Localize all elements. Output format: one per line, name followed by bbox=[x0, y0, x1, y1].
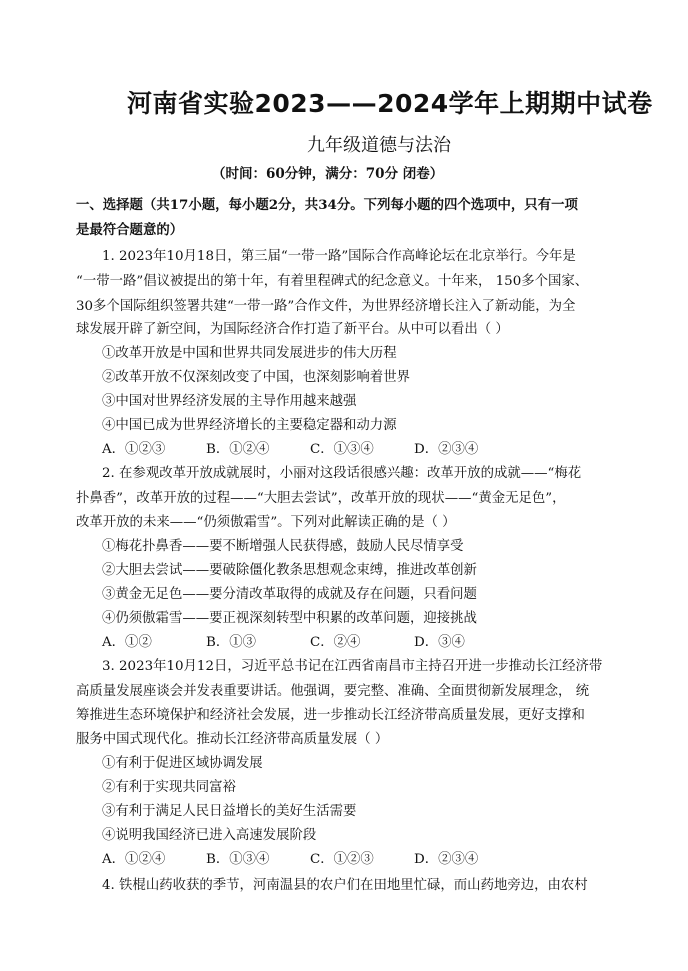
q2-option-d: D．③④ bbox=[414, 635, 465, 650]
q3-item-1: ①有利于促进区域协调发展 bbox=[102, 756, 263, 771]
q2-option-c: C．②④ bbox=[310, 635, 361, 650]
q4-stem-line-1: 4. 铁棍山药收获的季节，河南温县的农户们在田地里忙碌，而山药地旁边，由农村 bbox=[102, 878, 588, 893]
exam-meta: （时间：60分钟，满分：70分 闭卷） bbox=[212, 166, 444, 182]
q3-options bbox=[102, 848, 478, 867]
q1-stem-line-4: 球发展开辟了新空间，为国际经济合作打造了新平台。从中可以看出（ ） bbox=[76, 322, 509, 337]
q2-stem-line-1: 2. 在参观改革开放成就展时，小丽对这段话很感兴趣：改革开放的成就——“梅花 bbox=[102, 466, 582, 481]
q1-item-2: ②改革开放不仅深刻改变了中国，也深刻影响着世界 bbox=[102, 370, 410, 385]
q2-stem-line-3: 改革开放的未来——“仍须傲霜雪”。下列对此解读正确的是（ ） bbox=[76, 515, 456, 530]
section-heading-line-1: 一、选择题（共17小题，每小题2分，共34分。下列每小题的四个选项中，只有一项 bbox=[76, 197, 578, 213]
q3-stem-line-1: 3. 2023年10月12日，习近平总书记在江西省南昌市主持召开进一步推动长江经济带 bbox=[102, 659, 603, 674]
q3-option-d: D．②③④ bbox=[414, 852, 479, 867]
section-heading-line-2: 是最符合题意的） bbox=[76, 222, 184, 238]
q1-option-c: C．①③④ bbox=[310, 442, 374, 457]
q3-stem-line-2: 高质量发展座谈会并发表重要讲话。他强调，要完整、准确、全面贯彻新发展理念， 统 bbox=[76, 684, 590, 699]
q2-option-b: B．①③ bbox=[206, 635, 257, 650]
exam-title: 河南省实验2023——2024学年上期期中试卷 bbox=[127, 89, 653, 118]
q1-option-d: D．②③④ bbox=[414, 442, 479, 457]
q2-item-2: ②大胆去尝试——要破除僵化教条思想观念束缚，推进改革创新 bbox=[102, 563, 477, 578]
q1-item-1: ①改革开放是中国和世界共同发展进步的伟大历程 bbox=[102, 346, 397, 361]
q1-stem-line-2: “一带一路”倡议被提出的第十年，有着里程碑式的纪念意义。十年来， 150多个国家、 bbox=[76, 274, 589, 289]
q2-item-3: ③黄金无足色——要分清改革取得的成就及存在问题，只看问题 bbox=[102, 587, 477, 602]
q3-option-a: A．①②④ bbox=[102, 852, 166, 867]
q1-option-b: B．①②④ bbox=[206, 442, 270, 457]
q1-options bbox=[102, 438, 478, 457]
q3-stem-line-4: 服务中国式现代化。推动长江经济带高质量发展（ ） bbox=[76, 732, 389, 747]
q1-item-4: ④中国已成为世界经济增长的主要稳定器和动力源 bbox=[102, 418, 397, 433]
q2-stem-line-2: 扑鼻香”，改革开放的过程——“大胆去尝试”，改革开放的现状——“黄金无足色”， bbox=[76, 491, 566, 506]
q1-stem-line-3: 30多个国际组织签署共建“一带一路”合作文件，为世界经济增长注入了新动能，为全 bbox=[76, 299, 576, 314]
q2-item-1: ①梅花扑鼻香——要不断增强人民获得感，鼓励人民尽情享受 bbox=[102, 539, 464, 554]
q3-stem-line-3: 筹推进生态环境保护和经济社会发展，进一步推动长江经济带高质量发展，更好支撑和 bbox=[76, 708, 585, 723]
q3-option-b: B．①③④ bbox=[206, 852, 270, 867]
q3-item-2: ②有利于实现共同富裕 bbox=[102, 780, 236, 795]
q2-item-4: ④仍须傲霜雪——要正视深刻转型中积累的改革问题，迎接挑战 bbox=[102, 611, 477, 626]
q1-item-3: ③中国对世界经济发展的主导作用越来越强 bbox=[102, 394, 357, 409]
q2-options bbox=[102, 631, 465, 650]
q1-stem-line-1: 1. 2023年10月18日，第三届“一带一路”国际合作高峰论坛在北京举行。今年是 bbox=[102, 249, 576, 264]
q2-option-a: A．①② bbox=[102, 635, 152, 650]
q3-option-c: C．①②③ bbox=[310, 852, 374, 867]
q3-item-4: ④说明我国经济已进入高速发展阶段 bbox=[102, 828, 317, 843]
exam-subtitle: 九年级道德与法治 bbox=[307, 135, 451, 156]
q3-item-3: ③有利于满足人民日益增长的美好生活需要 bbox=[102, 804, 357, 819]
q1-option-a: A．①②③ bbox=[102, 442, 166, 457]
